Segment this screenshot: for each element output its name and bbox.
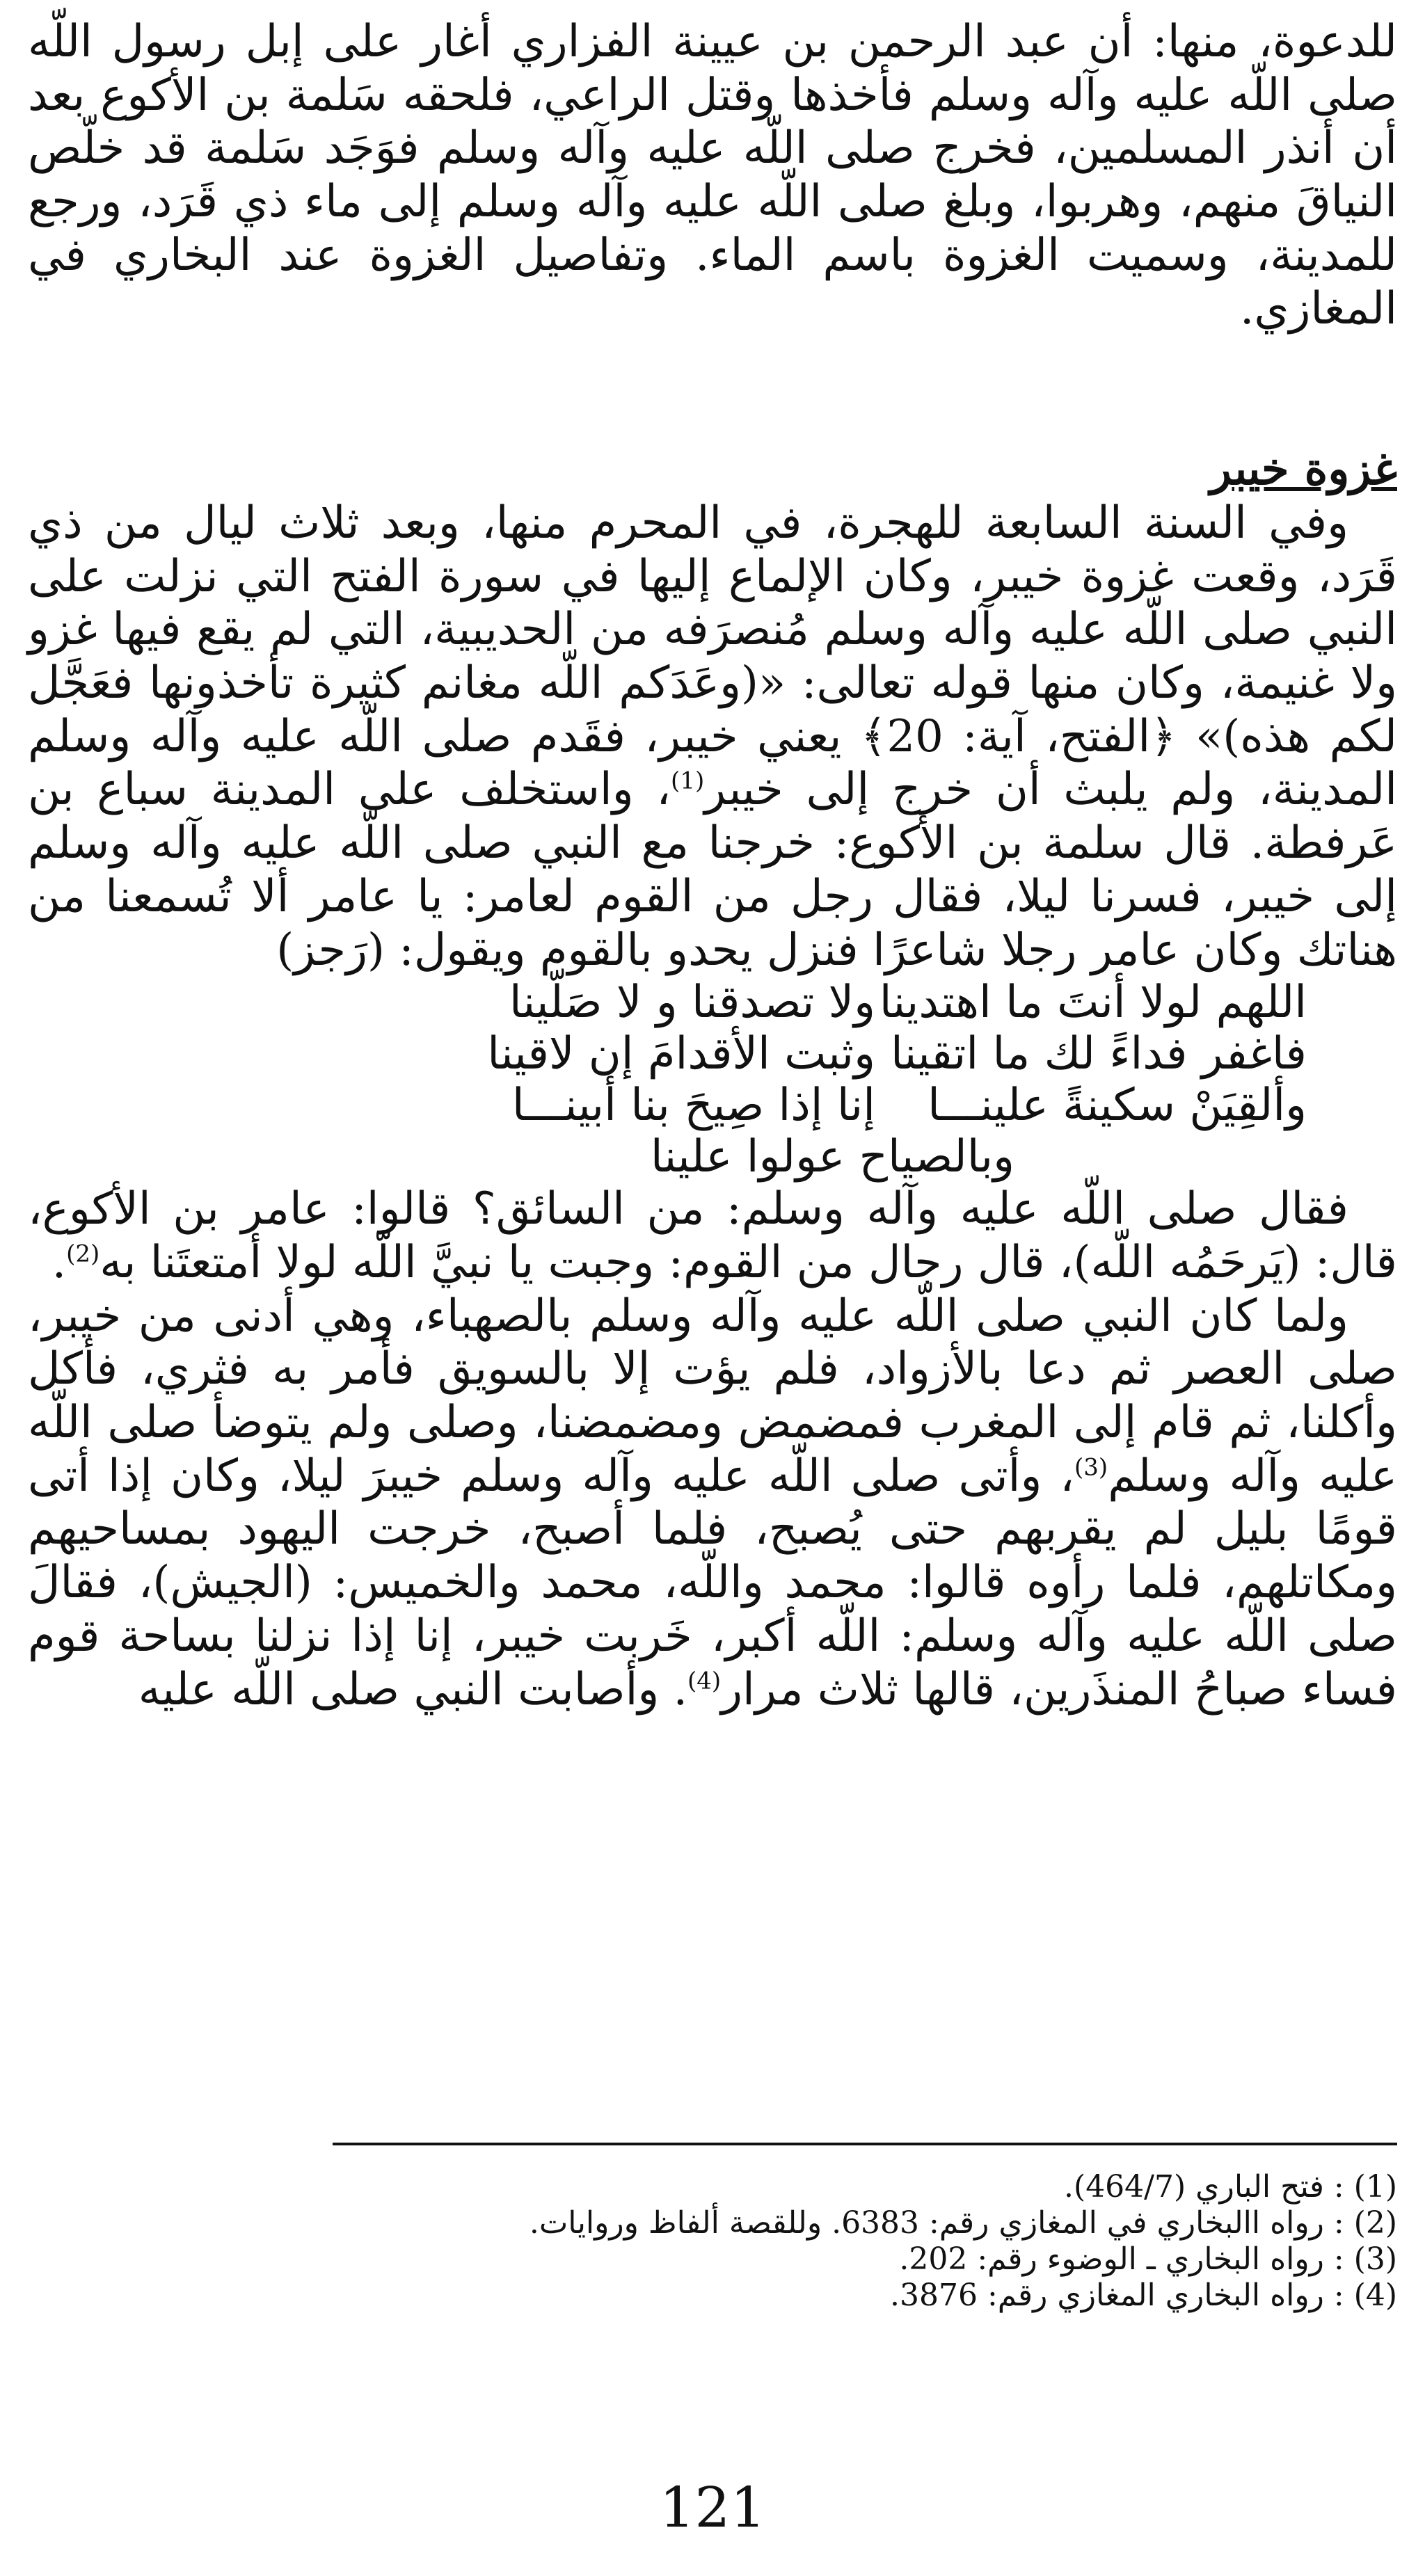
poem-hemistich-first: وألقِيَنْ سكينةً علينـــا [928, 1080, 1307, 1132]
paragraph-khaybar-intro [28, 497, 1397, 977]
paragraph-driver-question [28, 1183, 1397, 1289]
paragraph-text: . [51, 1236, 67, 1288]
footnote-2: (2) : رواه االبخاري في المغازي رقم: 6383. وللقصة ألفاظ وروايات. [529, 2205, 1397, 2241]
poem-hemistich-second: وثبت الأقدامَ إن لاقينا [487, 1028, 875, 1080]
paragraph-dawah-raid: للدعوة، منها: أن عبد الرحمن بن عيينة الفزاري أغار على إبل رسول اللّه صلى اللّه عليه وآله وسلم فأخذها وقتل الراعي، فلحقه سَلمة بن الأكوع بعد أن أنذر المسلمين، فخرج صلى اللّه عليه وآله وسلم فوَجَد سَلمة قد خلّص النياقَ منهم، وهربوا، وبلغ صلى اللّه عليه وآله وسلم إلى ماء ذي قَرَد، ورجع للمدينة، وسميت الغزوة باسم الماء. وتفاصيل الغزوة عند البخاري في المغازي. [28, 16, 1397, 335]
poem-verse [28, 1028, 1397, 1080]
poem-hemistich-first: فاغفر فداءً لك ما اتقينا [891, 1028, 1307, 1080]
section-heading-khaybar: غزوة خيبر [1210, 443, 1397, 496]
poem-hemistich-second: إنا إذا صِيحَ بنا أبينـــا [511, 1080, 875, 1132]
section-gap [28, 335, 1397, 443]
page-number: 121 [659, 2475, 766, 2540]
poem-final-line: وبالصياح عولوا علينا [650, 1131, 1014, 1183]
poem-hemistich-second: ولا تصدقنا و لا صَلّينا [509, 977, 875, 1029]
footnote-4: (4) : رواه البخاري المغازي رقم: 3876. [889, 2278, 1397, 2313]
paragraph-text: ، واستخلف على المدينة سباع بن عَرفطة. قال سلمة بن الأكوع: خرجنا مع النبي صلى اللّه عليه وآله وسلم إلى خيبر، فسرنا ليلا، فقال رجل من القوم لعامر: يا عامر ألا تُسمعنا من هناتك وكان عامر رجلا شاعرًا فنزل يحدو بالقوم ويقول: (رَجز) [28, 764, 1398, 976]
poem-verse [28, 1080, 1397, 1131]
paragraph-text: . وأصابت النبي صلى اللّه عليه [138, 1663, 687, 1715]
footnote-divider [333, 2143, 1397, 2145]
footnote-ref-1[interactable]: (1) [671, 767, 705, 796]
footnote-1: (1) : فتح الباري (464/7). [1064, 2169, 1397, 2205]
paragraph-text: ولما كان النبي صلى اللّه عليه وآله وسلم بالصهباء، وهي أدنى من خيبر، صلى العصر ثم دعا بالأزواد، فلم يؤت إلا بالسويق فأمر به فثري، فأكل وأكلنا، ثم قام إلى المغرب فمضمض ومضمضنا، وصلى ولم يتوضأ صلى اللّه عليه وآله وسلم [28, 1290, 1398, 1502]
poem-hemistich-first: اللهم لولا أنتَ ما اهتدينا [879, 977, 1307, 1029]
paragraph-sahba [28, 1290, 1397, 1717]
footnote-ref-4[interactable]: (4) [687, 1667, 722, 1695]
paragraph-text: فقال صلى اللّه عليه وآله وسلم: من السائق؟ قالوا: عامر بن الأكوع، قال: (يَرحَمُه اللّه)، قال رجال من القوم: وجبت يا نبيَّ اللّه لولا أمتعتَنا به [28, 1183, 1397, 1288]
footnote-ref-3[interactable]: (3) [1074, 1453, 1108, 1482]
poem-verse [28, 977, 1397, 1028]
paragraph-text: وفي السنة السابعة للهجرة، في المحرم منها، وبعد ثلاث ليال من ذي قَرَد، وقعت غزوة خيبر، وكان الإلماع إليها في سورة الفتح التي نزلت على النبي صلى اللّه عليه وآله وسلم مُنصرَفه من الحديبية، التي لم يقع فيها غزو ولا غنيمة، وكان منها قوله تعالى: «(وعَدَكم اللّه مغانم كثيرة تأخذونها فعَجَّل لكم هذه)» ﴿الفتح، آية: 20﴾ يعني خيبر، فقَدم صلى اللّه عليه وآله وسلم المدينة، ولم يلبث أن خرج إلى خيبر [28, 497, 1398, 816]
footnote-3: (3) : رواه البخاري ـ الوضوء رقم: 202. [899, 2241, 1397, 2277]
paragraph-text: ، وأتى صلى اللّه عليه وآله وسلم خيبرَ ليلا، وكان إذا أتى قومًا بليل لم يقربهم حتى يُصبح، فلما أصبح، خرجت اليهود بمساحيهم ومكاتلهم، فلما رأوه قالوا: محمد واللّه، محمد والخميس: (الجيش)، فقالَ صلى اللّه عليه وآله وسلم: اللّه أكبر، خَربت خيبر، إنا إذا نزلنا بساحة قوم فساء صباحُ المنذَرين، قالها ثلاث مرار [28, 1450, 1397, 1715]
body-text [28, 15, 1397, 1716]
rajaz-poem [28, 977, 1397, 1183]
footnotes [28, 2169, 1397, 2314]
footnote-ref-2[interactable]: (2) [66, 1240, 100, 1268]
